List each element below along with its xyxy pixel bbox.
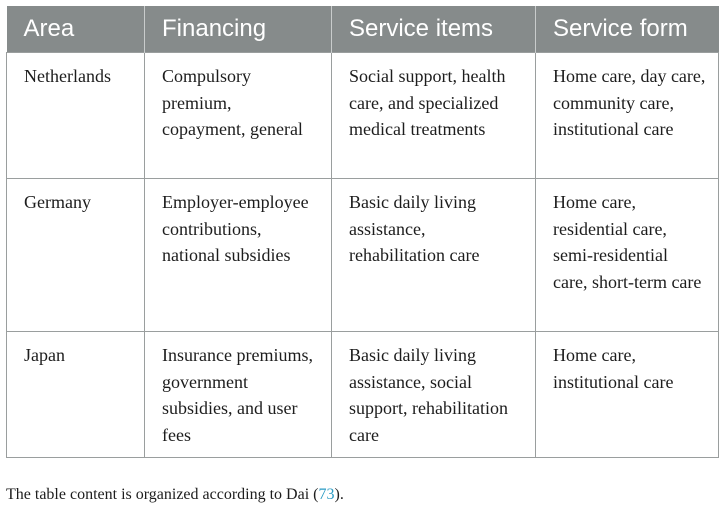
- header-service-items: Service items: [332, 6, 536, 53]
- cell-service-items: Social support, health care, and specialized medical treatments: [332, 53, 536, 179]
- footnote-text: The table content is organized according to Dai (: [6, 486, 319, 503]
- table-row: [7, 332, 719, 458]
- cell-financing: Employer-employee contributions, national subsidies: [145, 179, 332, 332]
- cell-area: Netherlands: [7, 53, 145, 179]
- cell-area: Germany: [7, 179, 145, 332]
- table-row: [7, 53, 719, 179]
- reference-link[interactable]: 73: [318, 486, 335, 503]
- table-footnote: [6, 486, 344, 504]
- cell-service-form: Home care, institutional care: [536, 332, 719, 458]
- cell-service-form: Home care, residential care, semi-residential care, short-term care: [536, 179, 719, 332]
- cell-financing: Insurance premiums, government subsidies, and user fees: [145, 332, 332, 458]
- header-financing: Financing: [145, 6, 332, 53]
- comparison-table-container: [6, 6, 718, 458]
- table-row: [7, 179, 719, 332]
- comparison-table: [6, 6, 719, 458]
- cell-service-form: Home care, day care, community care, institutional care: [536, 53, 719, 179]
- footnote-suffix: ).: [334, 486, 344, 503]
- header-service-form: Service form: [536, 6, 719, 53]
- table-body: [7, 53, 719, 458]
- cell-service-items: Basic daily living assistance, rehabilitation care: [332, 179, 536, 332]
- table-header: [7, 6, 719, 53]
- cell-service-items: Basic daily living assistance, social support, rehabilitation care: [332, 332, 536, 458]
- cell-area: Japan: [7, 332, 145, 458]
- header-row: [7, 6, 719, 53]
- header-area: Area: [7, 6, 145, 53]
- cell-financing: Compulsory premium, copayment, general: [145, 53, 332, 179]
